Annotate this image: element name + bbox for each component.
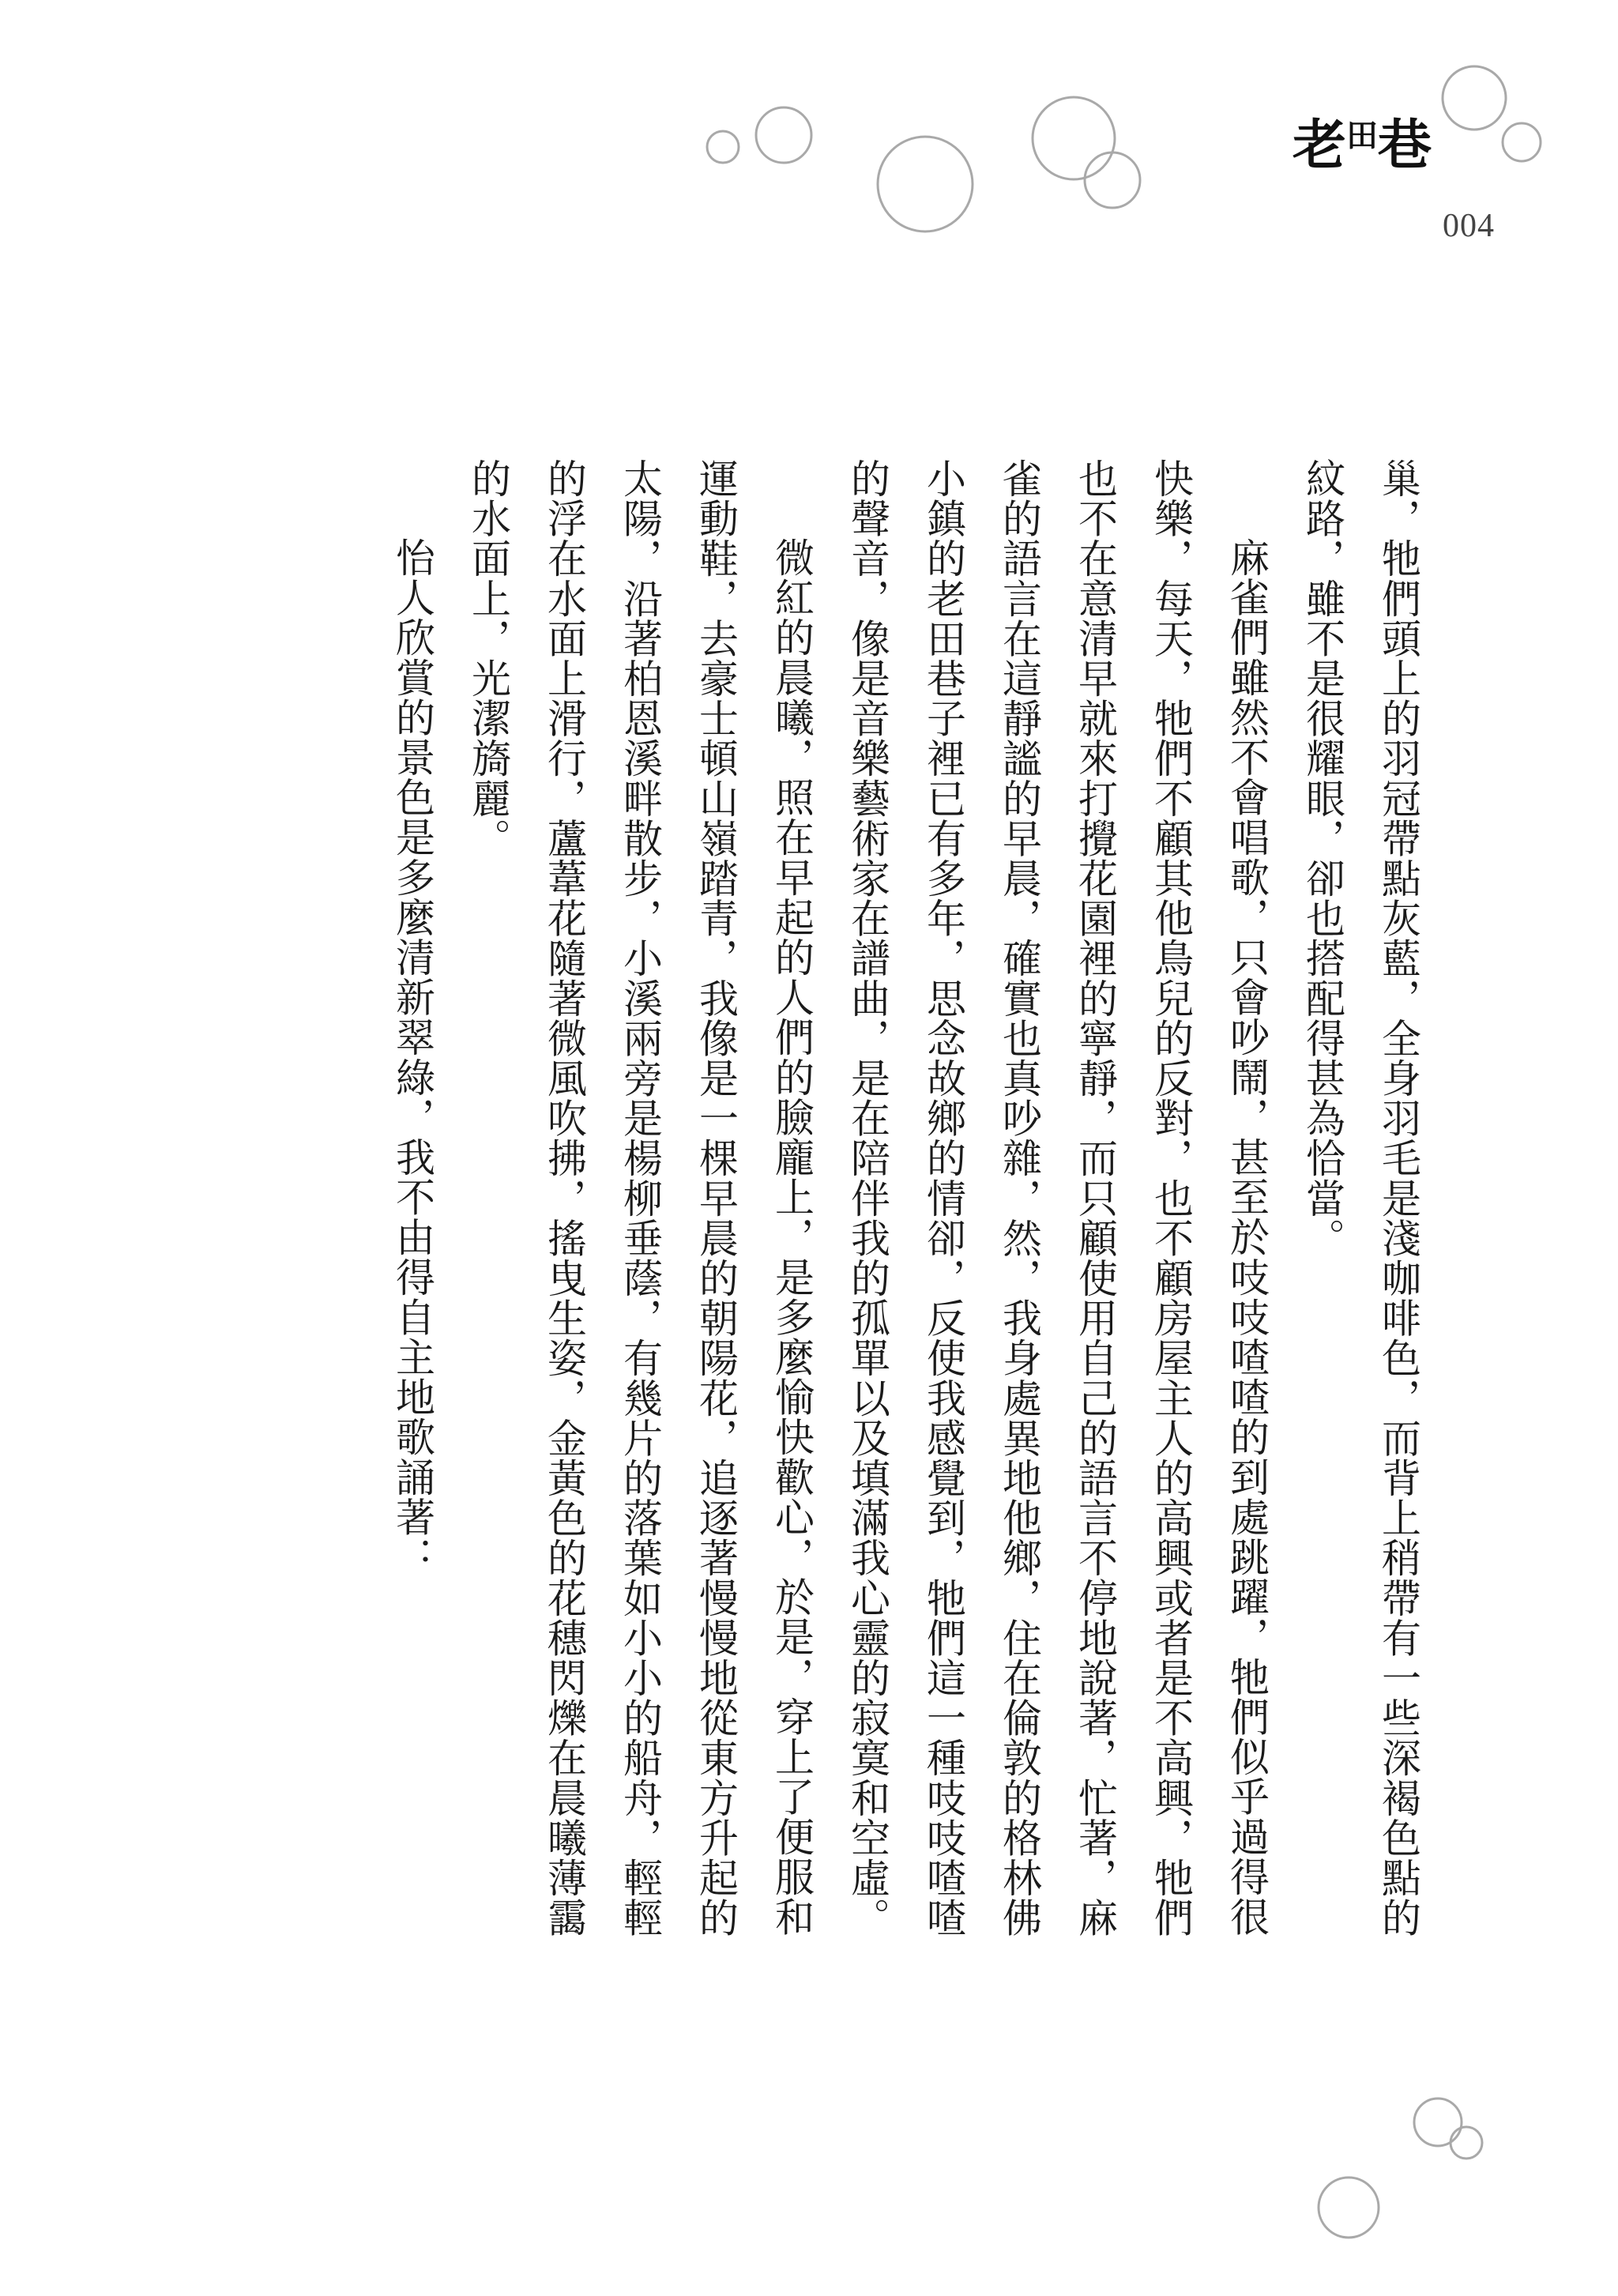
decorative-circle xyxy=(878,137,973,231)
page-number: 004 xyxy=(1443,208,1495,244)
paragraph-2: 麻雀們雖然不會唱歌，只會吵鬧，甚至於吱吱喳喳的到處跳躍，牠們似乎過得很快樂，每天，牠們不顧其他鳥兒的反對，也不顧房屋主人的高興或者是不高興，牠們也不在意清早就來打攪花園裡的寧靜，而只顧使用自己的語言不停地說著，忙著，麻雀的語言在這靜謐的早晨，確實也真吵雜，然，我身處異地他鄉，住在倫敦的格林佛小鎮的老田巷子裡已有多年，思念故鄉的情卻，反使我感覺到，牠們這一種吱吱喳喳的聲音，像是音樂藝術家在譜曲，是在陪伴我的孤單以及填滿我心靈的寂寞和空虛。 xyxy=(845,458,1270,1938)
decorative-circle xyxy=(1503,123,1541,161)
decorative-circle xyxy=(1451,2127,1482,2159)
paragraph-1: 巢，牠們頭上的羽冠帶點灰藍，全身羽毛是淺咖啡色，而背上稍帶有一些深褐色點的紋路，雖不是很耀眼，卻也搭配得甚為恰當。 xyxy=(1300,458,1421,1938)
book-title-char-3: 巷 xyxy=(1378,114,1432,177)
decorative-circle xyxy=(1414,2098,1462,2146)
decorative-circle xyxy=(1033,97,1115,179)
decorative-circle xyxy=(1443,66,1506,130)
book-title-char-1: 老 xyxy=(1293,114,1347,177)
book-title-char-2: 田 xyxy=(1346,117,1379,154)
paragraph-3: 微紅的晨曦，照在早起的人們的臉龐上，是多麼愉快歡心，於是，穿上了便服和運動鞋，去豪士頓山嶺踏青，我像是一棵早晨的朝陽花，追逐著慢慢地從東方升起的太陽，沿著柏恩溪畔散步，小溪兩旁是楊柳垂蔭，有幾片的落葉如小小的船舟，輕輕的浮在水面上滑行，蘆葦花隨著微風吹拂，搖曳生姿，金黃色的花穗閃爍在晨曦薄靄的水面上，光潔旖麗。 xyxy=(465,458,815,1938)
decorative-circle xyxy=(707,131,739,163)
book-title xyxy=(1293,103,1451,179)
decorative-circle xyxy=(1085,152,1140,208)
vertical-body-text xyxy=(141,458,1436,1959)
decorative-circle xyxy=(756,107,811,163)
paragraph-4: 怡人欣賞的景色是多麼清新翠綠，我不由得自主地歌誦著： xyxy=(389,537,435,1577)
decorative-circle xyxy=(1319,2177,1379,2238)
